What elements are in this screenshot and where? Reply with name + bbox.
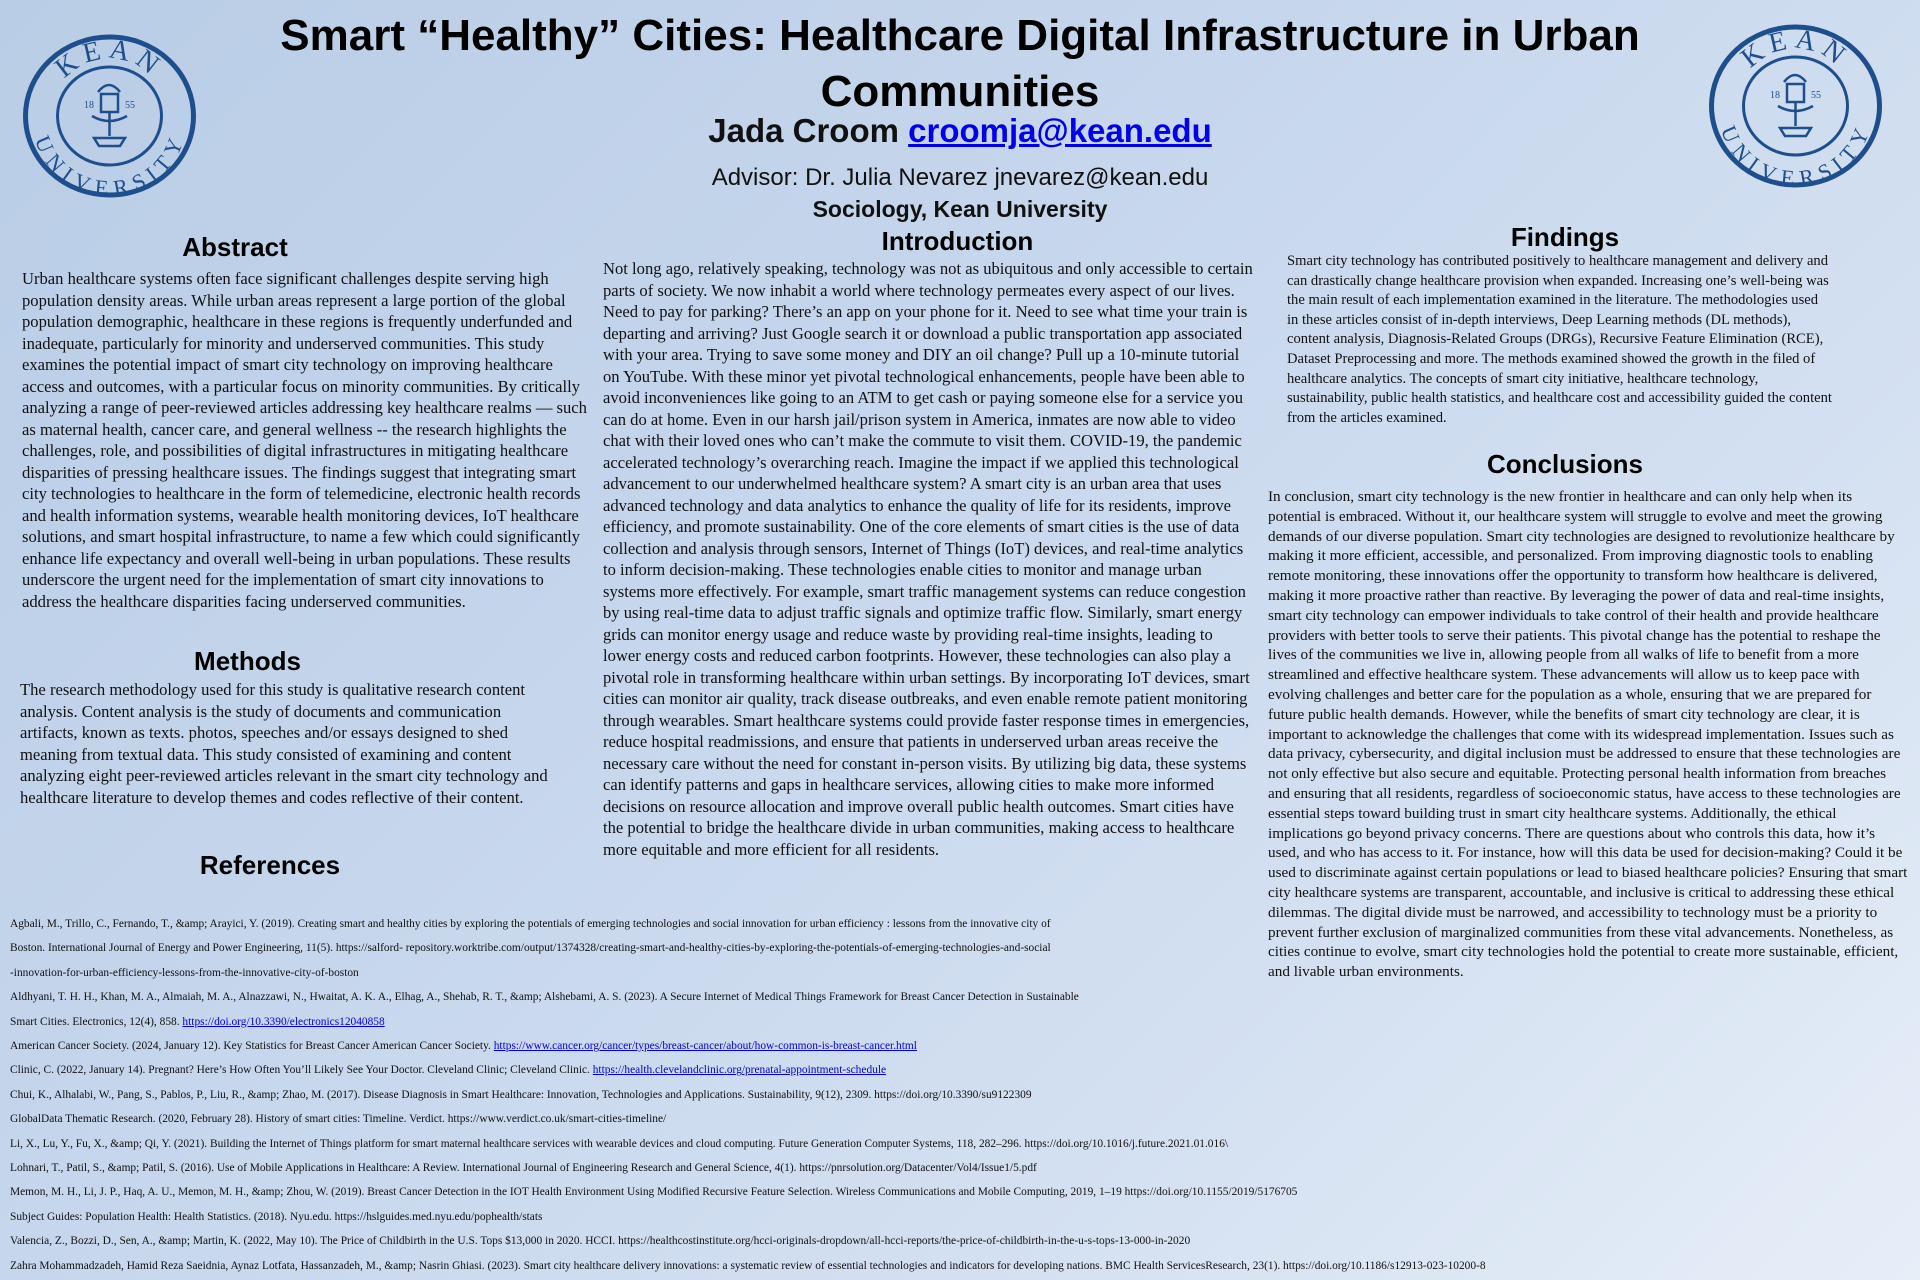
reference-item [10, 1058, 1270, 1082]
reference-text: American Cancer Society. (2024, January 12). Key Statistics for Breast Cancer American Cancer Society. [10, 1040, 494, 1053]
reference-text: Clinic, C. (2022, January 14). Pregnant? Here’s How Often You’ll Likely See Your Doctor. Cleveland Clinic; Cleveland Clinic. [10, 1064, 593, 1077]
reference-text: Smart Cities. Electronics, 12(4), 858. [10, 1015, 183, 1028]
reference-item [10, 961, 1270, 985]
reference-item [10, 1083, 1270, 1107]
methods-heading: Methods [194, 646, 301, 676]
reference-text: Aldhyani, T. H. H., Khan, M. A., Almaiah, M. A., Alnazzawi, N., Hwaitat, A. K. A., Elhag, A., Shehab, R. T., &amp; Alshebami, A. S. (2023). A Secure Internet of Medical Things Framework for Breast Cancer Detection in Sustainable [10, 991, 1079, 1004]
conclusions-text: In conclusion, smart city technology is the new frontier in healthcare and can only help when its potential is embraced. Without it, our healthcare system will struggle to evolve and meet the growing demands of our diverse population. Smart city technologies are designed to revolutionize healthcare by making it more efficient, accessible, and personalized. From improving diagnostic tools to enabling remote monitoring, these innovations offer the opportunity to transform how healthcare is delivered, making it more proactive rather than reactive. By leveraging the power of data and real-time insights, smart city technology can empower individuals to take control of their health and provide healthcare providers with better tools to serve their patients. This pivotal change has the potential to reshape the lives of the communities we live in, allowing people from all walks of life to benefit from a more streamlined and effective healthcare system. These advancements will allow us to keep pace with evolving challenges and better care for the population as a whole, ensuring that we are prepared for future public health demands. However, while the benefits of smart city technology are clear, it is important to acknowledge the challenges that come with its widespread implementation. Issues such as data privacy, cybersecurity, and digital inclusion must be addressed to ensure that these technologies are not only effective but also secure and equitable. Protecting personal health information from breaches and ensuring that all residents, regardless of socioeconomic status, have access to these technologies are essential steps toward building trust in smart city healthcare systems. Additionally, the ethical implications go beyond privacy concerns. There are questions about who controls this data, how it’s used, and who has access to it. For instance, how will this data be used for decision-making? Could it be used to discriminate against certain populations or lead to biased healthcare policies? Ensuring that smart city healthcare systems are transparent, accountable, and inclusive is critical to addressing these ethical dilemmas. The digital divide must be narrowed, and accessibility to technology must be a priority to prevent further exclusion of marginalized communities from these vital advancements. Nonetheless, as cities continue to evolve, smart city technologies hold the potential to create more sustainable, efficient, and livable urban environments. [1268, 488, 1908, 981]
logo-year-right: 55 [125, 100, 135, 111]
reference-text: Subject Guides: Population Health: Health Statistics. (2018). Nyu.edu. https://hslguides.med.nyu.edu/pophealth/stats [10, 1210, 543, 1223]
conclusions-heading: Conclusions [1486, 449, 1643, 479]
department-line: Sociology, Kean University [812, 196, 1108, 222]
logo-bottom-text: UNIVERSITY [1715, 121, 1876, 189]
reference-item [10, 1010, 1270, 1034]
reference-text: Memon, M. H., Li, J. P., Haq, A. U., Memon, M. H., &amp; Zhou, W. (2019). Breast Cancer Detection in the IOT Health Environment Using Modified Recursive Feature Selection. Wireless Communications and Mobile Computing, 2019, 1–19 https://doi.org/10.1155/2019/5176705 [10, 1186, 1298, 1199]
reference-text: Li, X., Lu, Y., Fu, X., &amp; Qi, Y. (2021). Building the Internet of Things platform for smart maternal healthcare services with wearable devices and cloud computing. Future Generation Computer Systems, 118, 282–296. https://doi.org/10.1016/j.future.2021.01.016\ [10, 1137, 1229, 1150]
reference-link[interactable]: https://health.clevelandclinic.org/prenatal-appointment-schedule [592, 1064, 887, 1077]
reference-text: Agbali, M., Trillo, C., Fernando, T., &amp; Arayici, Y. (2019). Creating smart and healthy cities by exploring the potentials of emerging technologies and social innovation for urban efficiency : lessons from the innovative city of [10, 918, 1051, 930]
reference-item [10, 936, 1270, 960]
introduction-text: Not long ago, relatively speaking, technology was not as ubiquitous and only accessible to certain parts of society. We now inhabit a world where technology permeates every aspect of our lives. Need to pay for parking? There’s an app on your phone for it. Need to see what time your train is departing and arriving? Just Google search it or download a public transportation app associated with your area. Trying to save some money and DIY an oil change? Pull up a 10-minute tutorial on YouTube. With these minor yet pivotal technological enhancements, people have been able to avoid inconveniences like going to an ATM to get cash or paying someone else for a service you can do at home. Even in our harsh jail/prison system in America, inmates are now able to video chat with their loved ones who can’t make the commute to visit them. COVID-19, the pandemic accelerated technology’s overarching reach. Imagine the impact if we applied this technological advancement to our underwhelmed healthcare system? A smart city is an urban area that uses advanced technology and data analytics to enhance the quality of life for its residents, improve efficiency, and promote sustainability. One of the core elements of smart cities is the use of data collection and analysis through sensors, Internet of Things (IoT) devices, and real-time analytics to inform decision-making. These technologies enable cities to monitor and manage urban systems more effectively. For example, smart traffic management systems can reduce congestion by using real-time data to adjust traffic signals and optimize traffic flow. Similarly, smart energy grids can monitor energy usage and reduce waste by providing real-time insights, leading to lower energy costs and reduced carbon footprints. However, these technologies can also play a pivotal role in transforming healthcare within urban settings. By incorporating IoT devices, smart cities can monitor air quality, track disease outbreaks, and even enable remote patient monitoring through wearables. Smart healthcare systems could provide faster response times in emergencies, reduce hospital readmissions, and ensure that patients in underserved urban areas receive the necessary care without the need for constant in-person visits. By utilizing big data, these systems can identify patterns and gaps in healthcare services, allowing cities to make more informed decisions on resource allocation and improve overall public health outcomes. Smart cities have the potential to bridge the healthcare divide in urban communities, making access to healthcare more equitable and more efficient for all residents. [603, 259, 1253, 859]
introduction-heading: Introduction [881, 226, 1034, 256]
reference-item [10, 1254, 1486, 1278]
advisor-line: Advisor: Dr. Julia Nevarez jnevarez@kean.edu [711, 164, 1209, 191]
logo-year-left: 18 [84, 100, 94, 111]
reference-text: Boston. International Journal of Energy and Power Engineering, 11(5). https://salford- repository.worktribe.com/output/1374328/creating-smart-and-healthy-cities-by-exploring-the-potentials-of-emerging-technologies-and-social [10, 942, 1051, 955]
references-heading: References [199, 850, 341, 880]
reference-text: Lohnari, T., Patil, S., &amp; Patil, S. (2016). Use of Mobile Applications in Healthcare: A Review. International Journal of Engineering Research and General Science, 4(1). https://pnrsolution.org/Datacenter/Vol4/Issue1/5.pdf [10, 1162, 1037, 1175]
poster-title: Smart “Healthy” Cities: Healthcare Digital Infrastructure in Urban Communities [280, 11, 1640, 116]
reference-item [10, 1107, 1270, 1131]
author-line [600, 112, 1320, 150]
logo-top-text: KEAN [1735, 24, 1856, 75]
findings-text: Smart city technology has contributed positively to healthcare management and delivery and can drastically change healthcare provision when expanded. Increasing one’s well-being was the main result of each implementation examined in the literature. The methodologies used in these articles consist of in-depth interviews, Deep Learning methods (DL methods), content analysis, Diagnosis-Related Groups (DRGs), Recursive Feature Elimination (RCE), Dataset Preprocessing and more. The methods examined showed the growth in the filed of healthcare analytics. The concepts of smart city initiative, healthcare technology, sustainability, public health statistics, and healthcare cost and accessibility guided the content from the articles examined. [1287, 253, 1832, 426]
reference-text: Chui, K., Alhalabi, W., Pang, S., Pablos, P., Liu, R., &amp; Zhao, M. (2017). Disease Diagnosis in Smart Healthcare: Innovation, Technologies and Applications. Sustainability, 9(12), 2309. https://doi.org/10.3390/su9122309 [10, 1088, 1032, 1101]
abstract-text: Urban healthcare systems often face significant challenges despite serving high population density areas. While urban areas represent a large portion of the global population demographic, healthcare in these regions is frequently underfunded and inadequate, particularly for minority and underserved communities. This study examines the potential impact of smart city technology on improving healthcare access and outcomes, with a particular focus on minority communities. By critically analyzing a range of peer-reviewed articles addressing key healthcare realms — such as maternal health, cancer care, and general wellness -- the research highlights the challenges, role, and possibilities of digital infrastructures in mitigating healthcare disparities of pressing healthcare issues. The findings suggest that integrating smart city technologies to healthcare in the form of telemedicine, electronic health records and health information systems, wearable health monitoring devices, IoT healthcare solutions, and smart hospital infrastructure, to name a few which could significantly enhance life expectancy and overall well-being in urban populations. These results underscore the urgent need for the implementation of smart city innovations to address the healthcare disparities facing underserved communities. [22, 269, 587, 611]
reference-text: GlobalData Thematic Research. (2020, February 28). History of smart cities: Timeline. Verdict. https://www.verdict.co.uk/smart-cities-timeline/ [10, 1113, 667, 1126]
author-email-link[interactable]: croomja@kean.edu [908, 112, 1212, 149]
reference-item [10, 912, 1270, 936]
reference-text: -innovation-for-urban-efficiency-lessons-from-the-innovative-city-of-boston [10, 966, 359, 979]
logo-year-right: 55 [1811, 90, 1821, 101]
reference-link[interactable]: https://doi.org/10.3390/electronics12040858 [182, 1015, 385, 1028]
author-name: Jada Croom [708, 112, 899, 149]
logo-year-left: 18 [1770, 90, 1780, 101]
logo-top-text: KEAN [49, 34, 170, 85]
abstract-heading: Abstract [182, 232, 288, 262]
reference-item [10, 985, 1270, 1009]
reference-link[interactable]: https://www.cancer.org/cancer/types/breast-cancer/about/how-common-is-breast-cancer.html [493, 1040, 917, 1053]
reference-item [10, 1229, 1270, 1253]
methods-text: The research methodology used for this study is qualitative research content analysis. Content analysis is the study of documents and communication artifacts, known as texts. photos, speeches and/or essays designed to shed meaning from textual data. This study consisted of examining and content analyzing eight peer-reviewed articles relevant in the smart city technology and healthcare literature to develop themes and codes reflective of their content. [20, 680, 548, 807]
reference-item [10, 1180, 1298, 1204]
reference-text: Valencia, Z., Bozzi, D., Sen, A., &amp; Martin, K. (2022, May 10). The Price of Childbirth in the U.S. Tops $13,000 in 2020. HCCI. https://healthcostinstitute.org/hcci-originals-dropdown/all-hcci-reports/the-price-of-childbirth-in-the-u-s-tops-13-000-in-2020 [10, 1235, 1191, 1248]
reference-item [10, 1132, 1270, 1156]
findings-heading: Findings [1510, 222, 1620, 252]
logo-bottom-text: UNIVERSITY [29, 131, 190, 199]
kean-university-logo-right [1708, 24, 1883, 189]
reference-item [10, 1205, 1270, 1229]
reference-item [10, 1034, 1270, 1058]
references-list [10, 912, 1486, 1278]
reference-text: Zahra Mohammadzadeh, Hamid Reza Saeidnia, Aynaz Lotfata, Hassanzadeh, M., &amp; Nasrin Ghiasi. (2023). Smart city healthcare delivery innovations: a systematic review of essential technologies and indicators for developing nations. BMC Health ServicesResearch, 23(1). https://doi.org/10.1186/s12913-023-10200-8 [10, 1259, 1486, 1272]
svg-text:KEAN [1735, 24, 1855, 74]
reference-item [10, 1156, 1270, 1180]
kean-university-logo-left [22, 34, 197, 199]
svg-text:KEAN [49, 34, 169, 84]
